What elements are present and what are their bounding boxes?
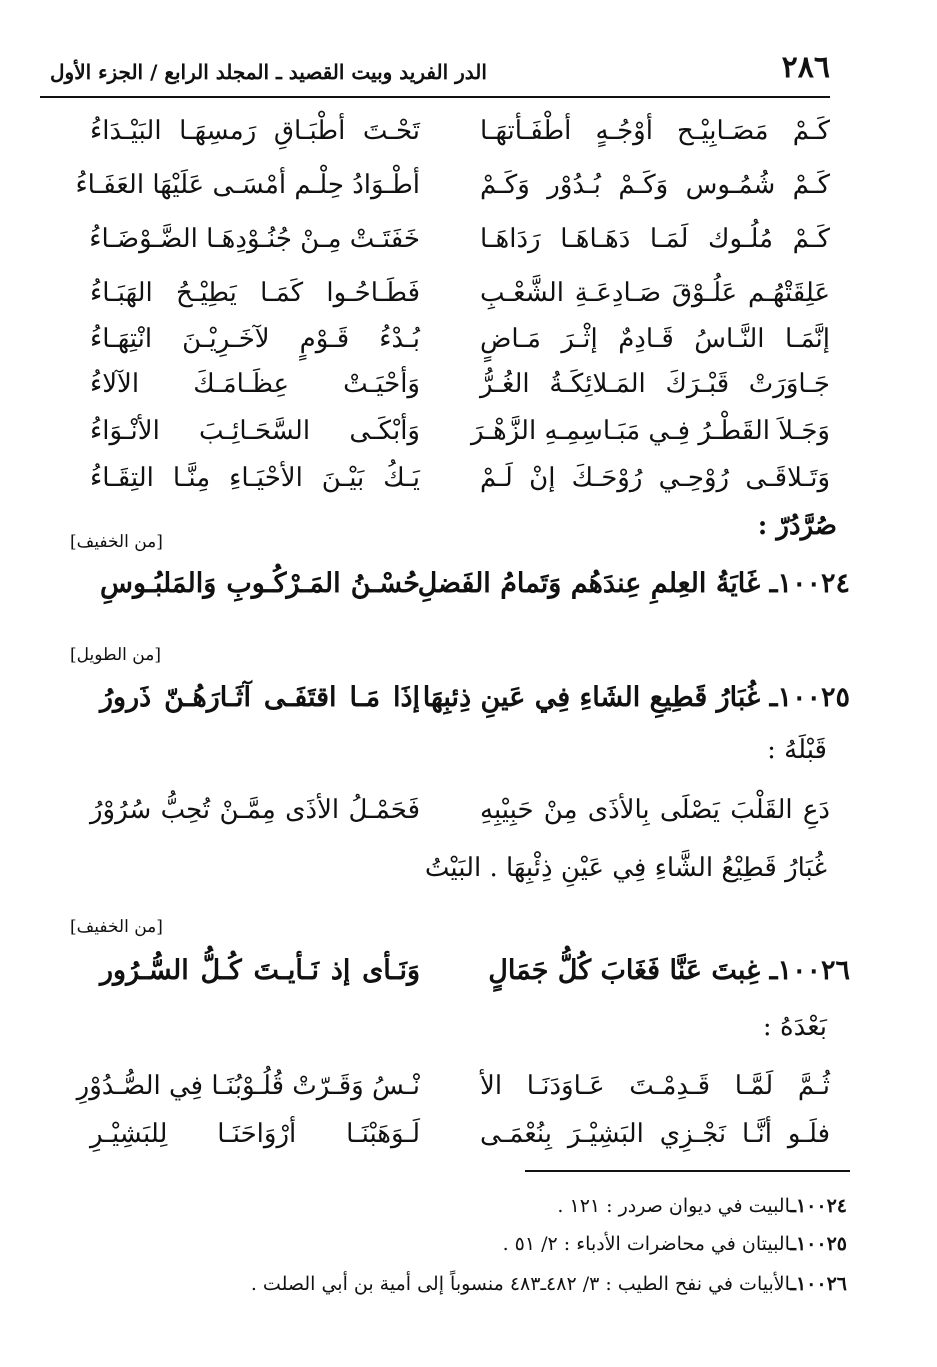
poet-label: صُرَّدُرّ : — [757, 511, 837, 541]
verse-second-hemistich: لَـوَهَبْنَـا أرْوَاحَنَـا لِلبَشِيْـرِ — [90, 1119, 420, 1149]
verse-first-hemistich — [417, 558, 850, 610]
verse-single-line: غُبَارُ قَطِيْعُ الشَّاءِ فِي عَيْنِ ذِئْبِهَا . البَيْتُ — [424, 853, 827, 883]
verse-line — [80, 784, 840, 836]
verse-line — [80, 405, 840, 457]
verse-first-hemistich: ثُـمَّ لَمَّـا قَـدِمْـتَ عَـاوَدَنَـا الأ — [480, 1071, 830, 1101]
verse-first-hemistich: كَـمْ مَصَـابِيْـح أوْجُـهٍ أطْفَـأتهَـا — [480, 116, 830, 146]
page-header — [40, 48, 830, 98]
verse-first-hemistich: دَعِ القَلْبَ يَصْلَى بِالأذَى مِنْ حَبِيْبِهِ — [480, 795, 830, 825]
verse-second-hemistich: خَفَتَـتْ مِـنْ جُنُـوْدِهَـا الضَّـوْضَـاءُ — [89, 224, 420, 254]
footnote — [557, 1190, 847, 1222]
verse-second-hemistich: وَأبْكَـى السَّحَـائِـبَ الأنْـوَاءُ — [90, 416, 420, 446]
verse-second-hemistich: تَحْـتَ أطْبَـاقِ رَمسِهَـا البَيْـدَاءُ — [90, 116, 420, 146]
verse-second-hemistich: حُسْـنُ المَـرْكُـوبِ وَالمَلبُـوسِ — [100, 568, 420, 599]
verse-number: ١٠٠٢٥ـ — [769, 682, 850, 713]
footnote — [503, 1228, 847, 1260]
verse-text: غِبتَ عَنَّا فَغَابَ كُلُّ جَمَالٍ — [488, 955, 761, 986]
verse-first-hemistich: إنَّمَـا النَّـاسُ قَـادِمٌ إثْـرَ مَـاضٍ — [480, 324, 830, 354]
verse-second-hemistich: إذَا مَـا اقتَفَـى آثَـارَهُـنّ ذَرورُ — [100, 682, 420, 713]
numbered-verse-10025 — [70, 672, 850, 724]
footnote-number: ١٠٠٢٥ـ — [790, 1233, 847, 1255]
verse-second-hemistich: أطْـوَادُ حِلْـم أمْسَـى عَلَيْهَا العَفَـاءُ — [75, 170, 420, 200]
meter-label: [من الخفيف] — [70, 917, 163, 937]
footnote-text: الأبيات في نفح الطيب : ٣/ ٤٨٢ـ٤٨٣ منسوباً إلى أمية بن أبي الصلت . — [250, 1273, 791, 1295]
verse-first-hemistich: فلَـو أنَّـا نَجْـزِي البَشِيْـرَ بِنُعْمَـى — [480, 1119, 830, 1149]
footnote — [251, 1268, 847, 1300]
verse-second-hemistich: نْـسُ وَقَـرّتْ قُلُـوْبُنَـا فِي الصُّـدُوْرِ — [76, 1071, 420, 1101]
verse-line — [80, 452, 840, 504]
verse-first-hemistich: وَتَـلاقَـى رُوْحِـي رُوْحَـكَ إنْ لَـمْ — [480, 463, 830, 493]
numbered-verse-10024 — [70, 558, 850, 610]
footnote-number: ١٠٠٢٦ـ — [790, 1273, 847, 1295]
verse-line — [80, 213, 840, 265]
verse-first-hemistich: كَـمْ شُمُـوس وَكَـمْ بُـدُوْر وَكَـمْ — [480, 170, 830, 200]
verse-second-hemistich: فَحَمْـلُ الأذَى مِمَّـنْ تُحِبُّ سُرُوْرُ — [90, 795, 420, 825]
numbered-verse-10026 — [70, 945, 850, 997]
verse-line — [80, 358, 840, 410]
verse-first-hemistich: كَـمْ مُلُـوك لَمَـا دَهَـاهَـا رَدَاهَـا — [480, 224, 830, 254]
meter-label: [من الطويل] — [70, 645, 161, 665]
verse-second-hemistich: بُـدْءُ قَـوْمٍ لآخَـرِيْـنَ انْتِهَـاءُ — [90, 324, 420, 354]
verse-first-hemistich — [465, 945, 850, 997]
footnote-number: ١٠٠٢٤ـ — [790, 1195, 847, 1217]
verse-line — [80, 1108, 840, 1160]
verse-line — [76, 1060, 840, 1112]
before-label: قَبْلَهُ : — [767, 735, 827, 765]
verse-second-hemistich: يَـكُ بَيْـنَ الأحْيَـاءِ مِنَّـا التِقَـاءُ — [90, 463, 420, 493]
verse-text: غُبَارُ قَطِيعِ الشَاءِ فِي عَينِ ذِئبِهَا — [422, 682, 761, 713]
verse-second-hemistich: فَطَـاحُـوا كَمَـا يَطِيْـحُ الهَبَـاءُ — [90, 278, 420, 308]
verse-number: ١٠٠٢٤ـ — [769, 568, 850, 599]
verse-number: ١٠٠٢٦ـ — [769, 955, 850, 986]
page-number: ٢٨٦ — [781, 50, 830, 85]
footnote-text: البيتان في محاضرات الأدباء : ٢/ ٥١ . — [502, 1233, 791, 1255]
verse-first-hemistich — [422, 672, 850, 724]
footnote-divider — [525, 1170, 850, 1172]
verse-first-hemistich: جَـاوَرَتْ قَبْـرَكَ المَـلائِكَـةُ الغُـرُّ — [480, 369, 830, 399]
verse-first-hemistich: وَجَـلاَ القَطْـرُ فِـي مَبَـاسِمِـهِ الزَّهْـرَ — [471, 416, 830, 446]
verse-line — [80, 267, 840, 319]
verse-line — [80, 105, 840, 157]
verse-second-hemistich: وَأحْيَـتْ عِظَـامَـكَ الآلاءُ — [90, 369, 420, 399]
verse-line — [75, 159, 840, 211]
verse-first-hemistich: عَلِقَتْهُـم عَلُـوْقَ صَـادِعَـةِ الشَّعْـبِ — [480, 278, 830, 308]
verse-text: غَايَةُ العِلمِ عِندَهُم وَتَمامُ الفَضلِ — [417, 568, 761, 599]
verse-second-hemistich: وَنَـأى إذ نَـأيـتَ كُـلُّ السُّـرُور — [100, 955, 420, 986]
footnote-text: البيت في ديوان صردر : ١٢١ . — [557, 1195, 791, 1217]
running-title: الدر الفريد وبيت القصيد ـ المجلد الرابع / الجزء الأول — [50, 60, 487, 84]
after-label: بَعْدَهُ : — [762, 1012, 827, 1042]
meter-label: [من الخفيف] — [70, 532, 163, 552]
